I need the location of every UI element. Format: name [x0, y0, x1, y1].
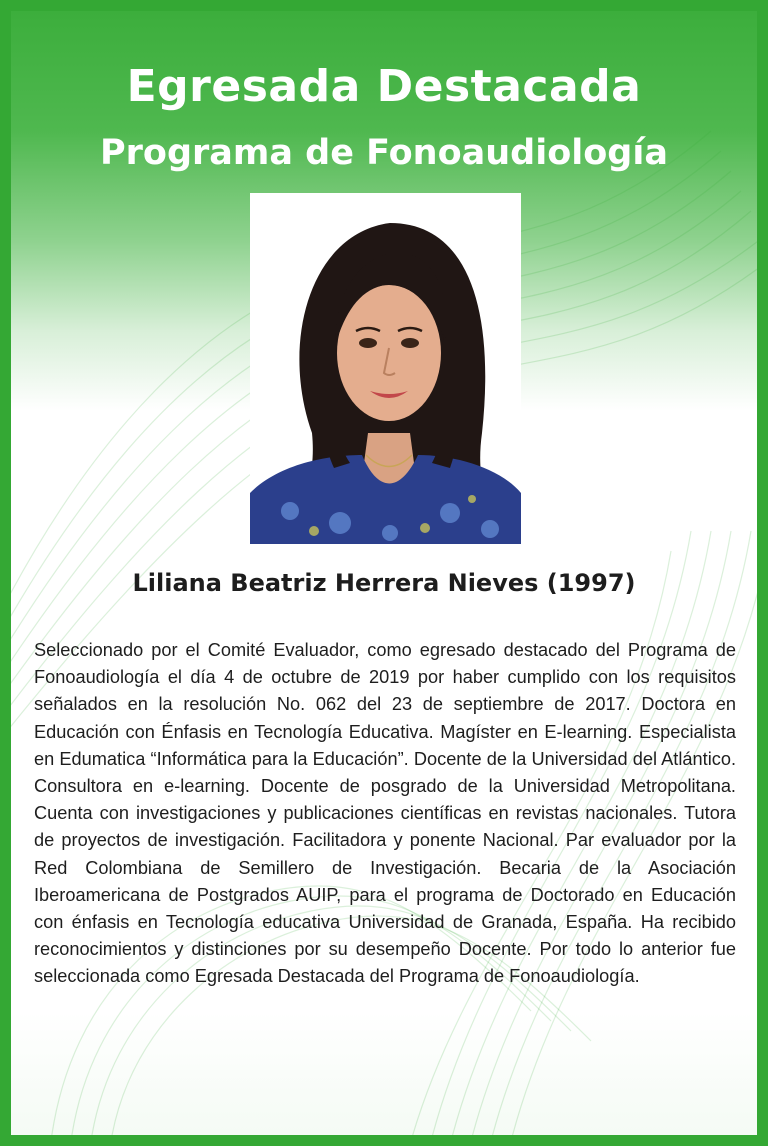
- portrait-illustration: [250, 193, 521, 544]
- page-title: Egresada Destacada: [126, 61, 642, 112]
- graduate-name: Liliana Beatriz Herrera Nieves (1997): [132, 569, 636, 597]
- graduate-bio: Seleccionado por el Comité Evaluador, como egresado destacado del Programa de Fonoaudiología el día 4 de octubre de 2019 por haber cumplido con los requisitos señalados en la resolución No. 062 del 23 de septiembre de 2017. Doctora en Educación con Énfasis en Tecnología Educativa. Magíster en E-learning. Especialista en Edumatica “Informática para la Educación”. Docente de la Universidad del Atlántico. Consultora en e-learning. Docente de posgrado de la Universidad Metropolitana. Cuenta con investigaciones y publicaciones científicas en revistas nacionales. Tutora de proyectos de investigación. Facilitadora y ponente Nacional. Par evaluador por la Red Colombiana de Semillero de Investigación. Becaria de la Asociación Iberoamericana de Postgrados AUIP, para el programa de Doctorado en Educación con énfasis en Tecnología educativa Universidad de Granada, España. Ha recibido reconocimientos y distinciones por su desempeño Docente. Por todo lo anterior fue seleccionada como Egresada Destacada del Programa de Fonoaudiología.: [34, 640, 736, 987]
- portrait-photo: [250, 193, 521, 544]
- program-subtitle: Programa de Fonoaudiología: [100, 133, 668, 173]
